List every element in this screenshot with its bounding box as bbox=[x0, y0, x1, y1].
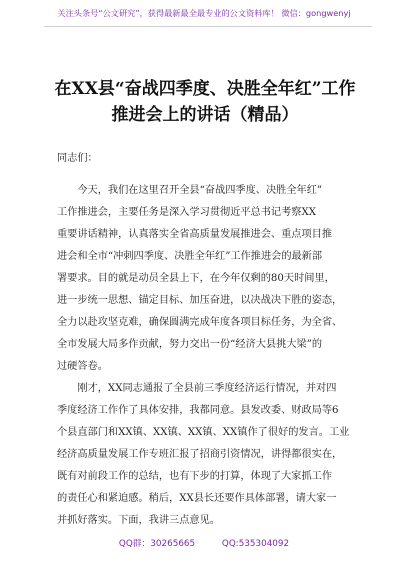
footer-qq-number: QQ:535304092 bbox=[221, 539, 290, 549]
footer-contact bbox=[0, 536, 408, 549]
paragraph-line: 个县直部门和XX镇、XX镇、XX镇、XX镇作了很好的发言。工业 bbox=[57, 427, 350, 438]
document-title bbox=[40, 76, 370, 128]
paragraph-line: 工作推进会，主要任务是深入学习贯彻近平总书记考察XX bbox=[57, 207, 317, 218]
title-line-1: 在XX县“奋战四季度、决胜全年红”工作 bbox=[54, 79, 356, 99]
title-line-2: 推进会上的讲话（精品） bbox=[111, 105, 299, 125]
paragraph-line: 的责任心和紧迫感。稍后，XX县长还要作具体部署，请大家一 bbox=[57, 493, 337, 504]
paragraph-line: 季度经济工作作了具体安排，我都同意。县发改委、财政局等6 bbox=[57, 405, 339, 416]
footer-qq-group: QQ群：30265665 bbox=[118, 539, 196, 549]
paragraph-line: 并抓好落实。下面，我讲三点意见。 bbox=[57, 515, 220, 526]
paragraph-line: 进会和全市“冲刺四季度、决胜全年红”工作推进会的最新部 bbox=[57, 251, 323, 262]
document-body bbox=[57, 148, 359, 532]
paragraph-line: 进一步统一思想、锚定目标、加压奋进，以决战决下胜的姿态， bbox=[57, 295, 343, 306]
paragraph-line: 过硬答卷。 bbox=[57, 361, 108, 372]
paragraph-line: 刚才，XX同志通报了全县前三季度经济运行情况，并对四 bbox=[57, 383, 337, 394]
paragraph-line: 既有对前段工作的总结，也有下步的打算，体现了大家抓工作 bbox=[57, 471, 333, 482]
paragraph-line: 全力以赴攻坚克难，确保圆满完成年度各项目标任务，为全省、 bbox=[57, 317, 343, 328]
paragraph-line: 经济高质量发展工作专班汇报了招商引资情况，讲得都很实在， bbox=[57, 449, 343, 460]
blank-line bbox=[57, 170, 359, 180]
paragraph-line: 署要求。目的就是动员全县上下，在今年仅剩的80天时间里， bbox=[57, 273, 335, 284]
paragraph-line: 全市发展大局多作贡献，努力交出一份“经济大县挑大梁”的 bbox=[57, 339, 323, 350]
header-divider bbox=[44, 26, 372, 27]
salutation: 同志们： bbox=[57, 153, 98, 164]
header-promo-note: 关注头条号“公文研究”，获得最新最全最专业的公文资料库！ 微信：gongwenyj bbox=[57, 8, 351, 18]
paragraph-line: 重要讲话精神，认真落实全省高质量发展推进会、重点项目推 bbox=[57, 229, 333, 240]
paragraph-line: 今天，我们在这里召开全县“奋战四季度、决胜全年红” bbox=[57, 185, 323, 196]
